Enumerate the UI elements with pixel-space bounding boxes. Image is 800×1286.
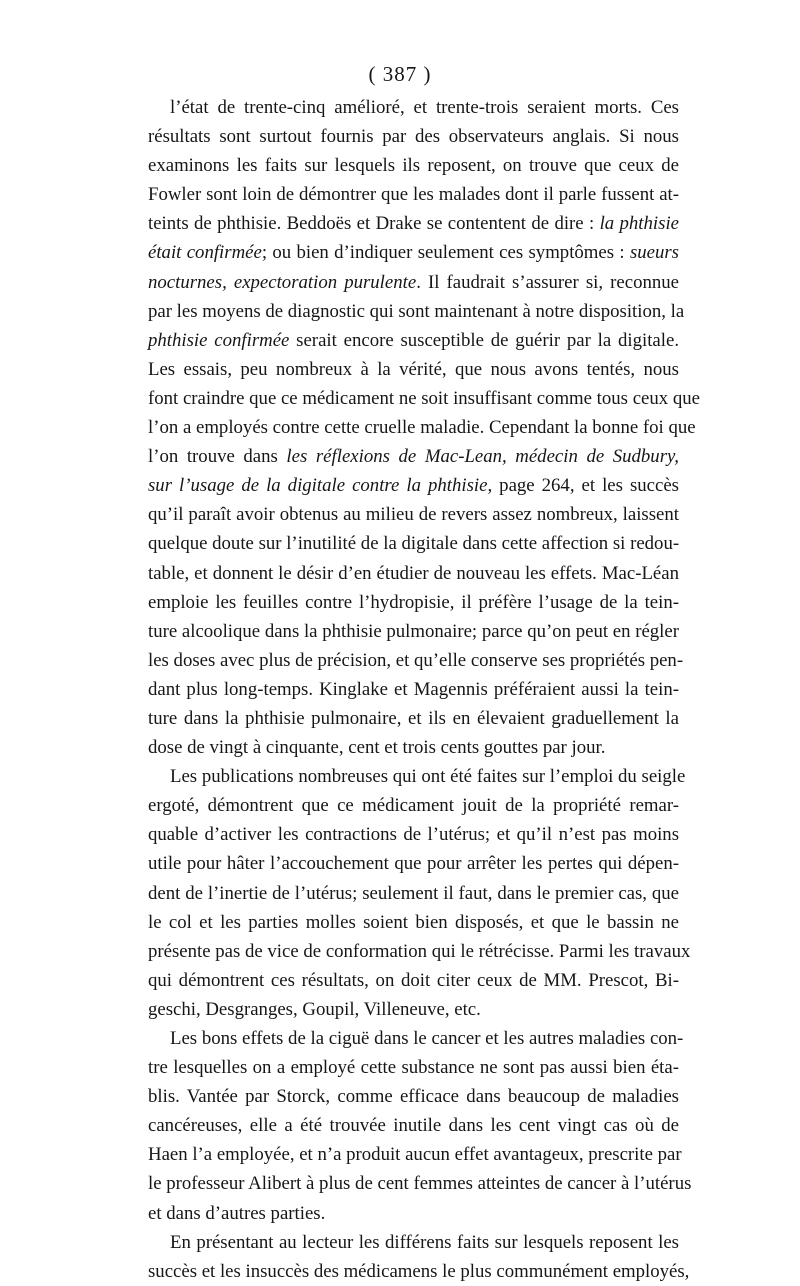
text-line xyxy=(148,1228,679,1257)
text-run: geschi, Desgranges, Goupil, Villeneuve, etc. xyxy=(148,998,481,1020)
text-line xyxy=(148,1140,682,1169)
text-line xyxy=(148,559,679,588)
text-run: le professeur Alibert à plus de cent femmes atteintes de cancer à l’utérus xyxy=(148,1173,692,1195)
text-run: par les moyens de diagnostic qui sont maintenant à notre disposition, la xyxy=(148,300,685,322)
text-run: examinons les faits sur lesquels ils reposent, on trouve que ceux de xyxy=(148,155,679,177)
text-run: ergoté, démontrent que ce médicament jouit de la propriété remar- xyxy=(148,795,679,817)
text-run: qui démontrent ces résultats, on doit citer ceux de MM. Prescot, Bi- xyxy=(148,969,679,991)
text-run: Fowler sont loin de démontrer que les malades dont il parle fussent at- xyxy=(148,184,679,206)
italic-text: les réflexions de Mac-Lean, médecin de Sudbury, xyxy=(286,446,680,468)
text-line xyxy=(148,762,686,791)
text-run: quable d’activer les contractions de l’utérus; et qu’il n’est pas moins xyxy=(148,824,679,846)
text-run: teints de phthisie. Beddoës et Drake se contentent de dire : xyxy=(148,213,600,235)
text-line xyxy=(148,268,679,297)
text-line xyxy=(148,1082,679,1111)
text-line xyxy=(148,180,679,209)
text-run: le col et les parties molles soient bien disposés, et que le bassin ne xyxy=(148,911,679,933)
text-run: succès et les insuccès des médicamens le plus communément employés, xyxy=(148,1260,690,1282)
text-run: font craindre que ce médicament ne soit insuffisant comme tous ceux que xyxy=(148,387,700,409)
text-line xyxy=(148,413,696,442)
text-line xyxy=(148,733,679,762)
text-run: qu’il paraît avoir obtenus au milieu de revers assez nombreux, laissent xyxy=(148,504,679,526)
text-run: ; ou bien d’indiquer seulement ces symptômes : xyxy=(261,242,630,264)
text-line xyxy=(148,879,679,908)
italic-text: sur l’usage de la digitale contre la phthisie xyxy=(148,475,488,497)
italic-text: sueurs xyxy=(629,242,679,264)
text-line xyxy=(148,791,679,820)
text-line xyxy=(148,1053,679,1082)
text-run: dose de vingt à cinquante, cent et trois cents gouttes par jour. xyxy=(148,737,606,759)
text-line xyxy=(148,966,679,995)
text-run: Les publications nombreuses qui ont été faites sur l’emploi du seigle xyxy=(170,766,686,788)
text-run: En présentant au lecteur les différens faits sur lesquels reposent les xyxy=(170,1231,679,1253)
text-run: dant plus long-temps. Kinglake et Magennis préféraient aussi la tein- xyxy=(148,678,679,700)
text-line xyxy=(148,617,679,646)
text-line xyxy=(148,384,700,413)
text-run: Haen l’a employée, et n’a produit aucun effet avantageux, prescrite par xyxy=(148,1144,682,1166)
text-line xyxy=(148,1111,679,1140)
text-line xyxy=(148,529,679,558)
text-run: ture dans la phthisie pulmonaire, et ils en élevaient graduellement la xyxy=(148,707,679,729)
text-run: présente pas de vice de conformation qui le rétrécisse. Parmi les travaux xyxy=(148,940,691,962)
italic-text: phthisie confirmée xyxy=(148,329,290,351)
text-line xyxy=(148,588,679,617)
text-run: table, et donnent le désir d’en étudier de nouveau les effets. Mac-Léan xyxy=(148,562,679,584)
text-run: blis. Vantée par Storck, comme efficace dans beaucoup de maladies xyxy=(148,1086,679,1108)
text-line xyxy=(148,151,679,180)
text-run: résultats sont surtout fournis par des observateurs anglais. Si nous xyxy=(148,126,679,148)
text-run: cancéreuses, elle a été trouvée inutile dans les cent vingt cas où de xyxy=(148,1115,679,1137)
text-line xyxy=(148,937,691,966)
text-run: Les essais, peu nombreux à la vérité, que nous avons tentés, nous xyxy=(148,358,679,380)
text-run: serait encore susceptible de guérir par la digitale. xyxy=(289,329,680,351)
text-line xyxy=(148,238,679,267)
text-line xyxy=(148,820,679,849)
text-line xyxy=(148,442,679,471)
text-run: dent de l’inertie de l’utérus; seulement il faut, dans le premier cas, que xyxy=(148,882,679,904)
text-run: les doses avec plus de précision, et qu’elle conserve ses propriétés pen- xyxy=(148,649,684,671)
text-run: l’on trouve dans xyxy=(148,446,287,468)
text-line xyxy=(148,1169,692,1198)
text-line xyxy=(148,355,679,384)
text-line xyxy=(148,995,679,1024)
text-line xyxy=(148,675,679,704)
text-line xyxy=(148,209,679,238)
text-line xyxy=(148,1024,684,1053)
text-run: , page 264, et les succès xyxy=(487,475,679,497)
text-run: utile pour hâter l’accouchement que pour arrêter les pertes qui dépen- xyxy=(148,853,679,875)
text-run: Les bons effets de la ciguë dans le cancer et les autres maladies con- xyxy=(170,1028,684,1049)
italic-text: la phthisie xyxy=(599,213,679,235)
text-line xyxy=(148,122,679,151)
page-number: ( 387 ) xyxy=(368,62,432,86)
text-line xyxy=(148,1199,679,1228)
text-run: ture alcoolique dans la phthisie pulmonaire; parce qu’on peut en régler xyxy=(148,620,679,642)
text-run: quelque doute sur l’inutilité de la digitale dans cette affection si redou- xyxy=(148,533,680,555)
text-line xyxy=(148,500,679,529)
text-line xyxy=(148,326,679,355)
text-line xyxy=(148,908,679,937)
text-line xyxy=(148,297,685,326)
text-run: l’on a employés contre cette cruelle maladie. Cependant la bonne foi que xyxy=(148,417,696,439)
text-run: . Il faudrait s’assurer si, reconnue xyxy=(416,271,679,293)
text-line xyxy=(148,1257,690,1286)
text-line xyxy=(148,646,684,675)
text-line xyxy=(148,849,679,878)
text-run: emploie les feuilles contre l’hydropisie, il préfère l’usage de la tein- xyxy=(148,591,679,613)
text-line xyxy=(148,93,679,122)
text-line xyxy=(148,471,679,500)
italic-text: était confirmée xyxy=(148,242,262,264)
italic-text: nocturnes, expectoration purulente xyxy=(148,271,417,293)
text-line xyxy=(148,704,679,733)
body-text xyxy=(148,93,700,1286)
text-run: et dans d’autres parties. xyxy=(148,1202,326,1224)
text-run: l’état de trente-cinq amélioré, et trente-trois seraient morts. Ces xyxy=(170,97,679,118)
text-run: tre lesquelles on a employé cette substance ne sont pas aussi bien éta- xyxy=(148,1057,679,1079)
